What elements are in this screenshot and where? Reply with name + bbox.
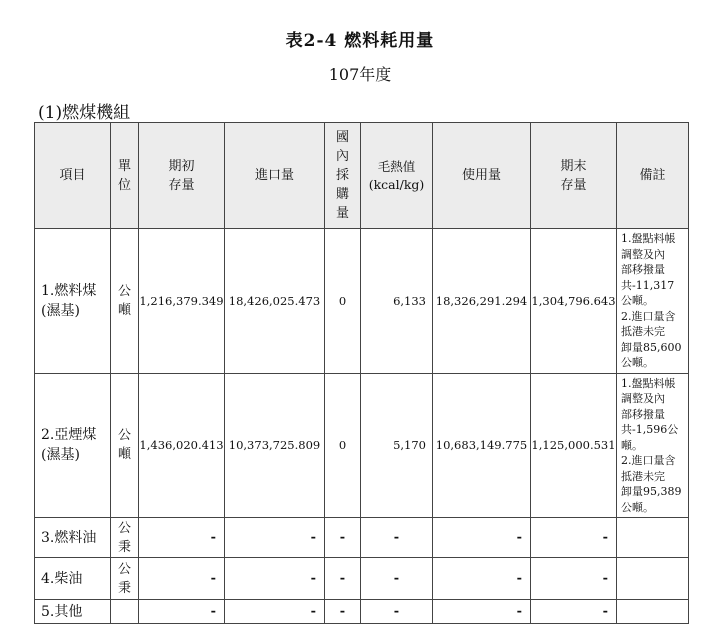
row-item: 3.燃料油: [35, 518, 111, 558]
remark-line: 卸量85,600: [621, 340, 682, 354]
table-title: 表2-4 燃料耗用量: [285, 31, 435, 51]
table-row: [35, 229, 689, 374]
row-usage: -: [433, 600, 531, 624]
row-import: -: [225, 518, 325, 558]
header-unit-line: 位: [117, 177, 131, 193]
row-closing-stock: -: [531, 518, 617, 558]
header-opening-stock: [139, 123, 225, 229]
row-heat-value: 5,170: [361, 373, 433, 518]
row-item-line: (濕基): [41, 302, 80, 319]
header-remarks: 備註: [617, 123, 689, 229]
row-heat-value: 6,133: [361, 229, 433, 374]
row-heat-value: -: [361, 518, 433, 558]
header-closing-stock: [531, 123, 617, 229]
row-opening-stock: -: [139, 600, 225, 624]
remark-line: 共-11,317: [621, 278, 675, 292]
remark-line: 抵港未完: [621, 325, 665, 338]
row-unit-line: 噸: [117, 447, 131, 463]
row-import: -: [225, 600, 325, 624]
row-unit: [111, 229, 139, 374]
remark-line: 公噸。: [621, 294, 654, 307]
row-usage: -: [433, 558, 531, 600]
remark-line: 調整及內: [621, 247, 665, 261]
row-domestic-purchase: 0: [325, 229, 361, 374]
row-unit-line: 秉: [117, 580, 131, 596]
row-usage: 18,326,291.294: [433, 229, 531, 374]
row-closing-stock: -: [531, 600, 617, 624]
row-unit-line: 公: [117, 283, 131, 299]
header-domestic-line: 採: [335, 168, 349, 183]
row-unit-line: 公: [117, 428, 131, 444]
row-closing-stock: 1,125,000.531: [531, 373, 617, 518]
header-domestic-line: 量: [335, 206, 349, 221]
table-row: [35, 558, 689, 600]
row-import: 10,373,725.809: [225, 373, 325, 518]
remark-line: 抵港未完: [621, 469, 665, 483]
remark-line: 1.盤點料帳: [621, 376, 676, 390]
header-domestic-line: 購: [335, 187, 349, 202]
row-unit-line: 公: [117, 561, 131, 577]
remark-line: 部移撥量: [621, 263, 665, 276]
row-heat-value: -: [361, 558, 433, 600]
row-closing-stock: -: [531, 558, 617, 600]
header-unit-line: 單: [117, 158, 131, 174]
table-row: [35, 518, 689, 558]
row-opening-stock: 1,216,379.349: [139, 229, 225, 374]
row-remarks: [617, 558, 689, 600]
remark-line: 共-1,596公: [621, 423, 679, 436]
row-closing-stock: 1,304,796.643: [531, 229, 617, 374]
row-unit: [111, 600, 139, 624]
remark-line: 公噸。: [621, 356, 654, 369]
header-heat-line: (kcal/kg): [368, 176, 425, 192]
year-label: 107年度: [328, 65, 392, 84]
row-usage: 10,683,149.775: [433, 373, 531, 518]
row-unit: [111, 373, 139, 518]
header-heat-value: [361, 123, 433, 229]
row-item-line: 2.亞煙煤: [41, 427, 97, 444]
row-item-line: (濕基): [41, 447, 80, 464]
remark-line: 調整及內: [621, 392, 665, 405]
row-item-line: 1.燃料煤: [41, 282, 97, 299]
row-remarks: [617, 373, 689, 518]
row-domestic-purchase: -: [325, 518, 361, 558]
row-remarks: [617, 518, 689, 558]
header-closing-line: 期末: [560, 158, 587, 174]
row-heat-value: -: [361, 600, 433, 624]
row-unit-line: 秉: [117, 539, 131, 555]
row-unit-line: 公: [117, 520, 131, 536]
row-item: 5.其他: [35, 600, 111, 624]
table-row: [35, 600, 689, 624]
remark-line: 噸。: [621, 438, 643, 452]
row-remarks: [617, 229, 689, 374]
row-item: [35, 229, 111, 374]
fuel-consumption-table: [34, 122, 689, 624]
row-opening-stock: -: [139, 558, 225, 600]
header-domestic-line: 國: [335, 130, 349, 145]
remark-line: 2.進口量含: [621, 454, 676, 467]
remark-line: 公噸。: [621, 500, 654, 514]
row-opening-stock: 1,436,020.413: [139, 373, 225, 518]
row-unit: [111, 518, 139, 558]
row-domestic-purchase: -: [325, 558, 361, 600]
header-row: [35, 123, 689, 229]
header-opening-line: 存量: [168, 177, 195, 193]
header-import: 進口量: [225, 123, 325, 229]
row-domestic-purchase: -: [325, 600, 361, 624]
header-domestic-purchase: [325, 123, 361, 229]
row-usage: -: [433, 518, 531, 558]
header-heat-line: 毛熱值: [377, 158, 416, 174]
section-heading: (1)燃煤機組: [38, 103, 131, 123]
row-opening-stock: -: [139, 518, 225, 558]
row-item: [35, 373, 111, 518]
remark-line: 2.進口量含: [621, 309, 676, 323]
table-row: [35, 373, 689, 518]
row-item: 4.柴油: [35, 558, 111, 600]
row-domestic-purchase: 0: [325, 373, 361, 518]
remark-line: 1.盤點料帳: [621, 232, 676, 245]
header-usage: 使用量: [433, 123, 531, 229]
header-closing-line: 存量: [560, 177, 587, 193]
header-unit: [111, 123, 139, 229]
row-remarks: [617, 600, 689, 624]
header-item: 項目: [35, 123, 111, 229]
header-domestic-line: 內: [335, 149, 349, 164]
row-import: 18,426,025.473: [225, 229, 325, 374]
header-opening-line: 期初: [168, 158, 195, 174]
remark-line: 部移撥量: [621, 407, 665, 421]
row-import: -: [225, 558, 325, 600]
row-unit: [111, 558, 139, 600]
remark-line: 卸量95,389: [621, 485, 682, 498]
row-unit-line: 噸: [117, 302, 131, 318]
